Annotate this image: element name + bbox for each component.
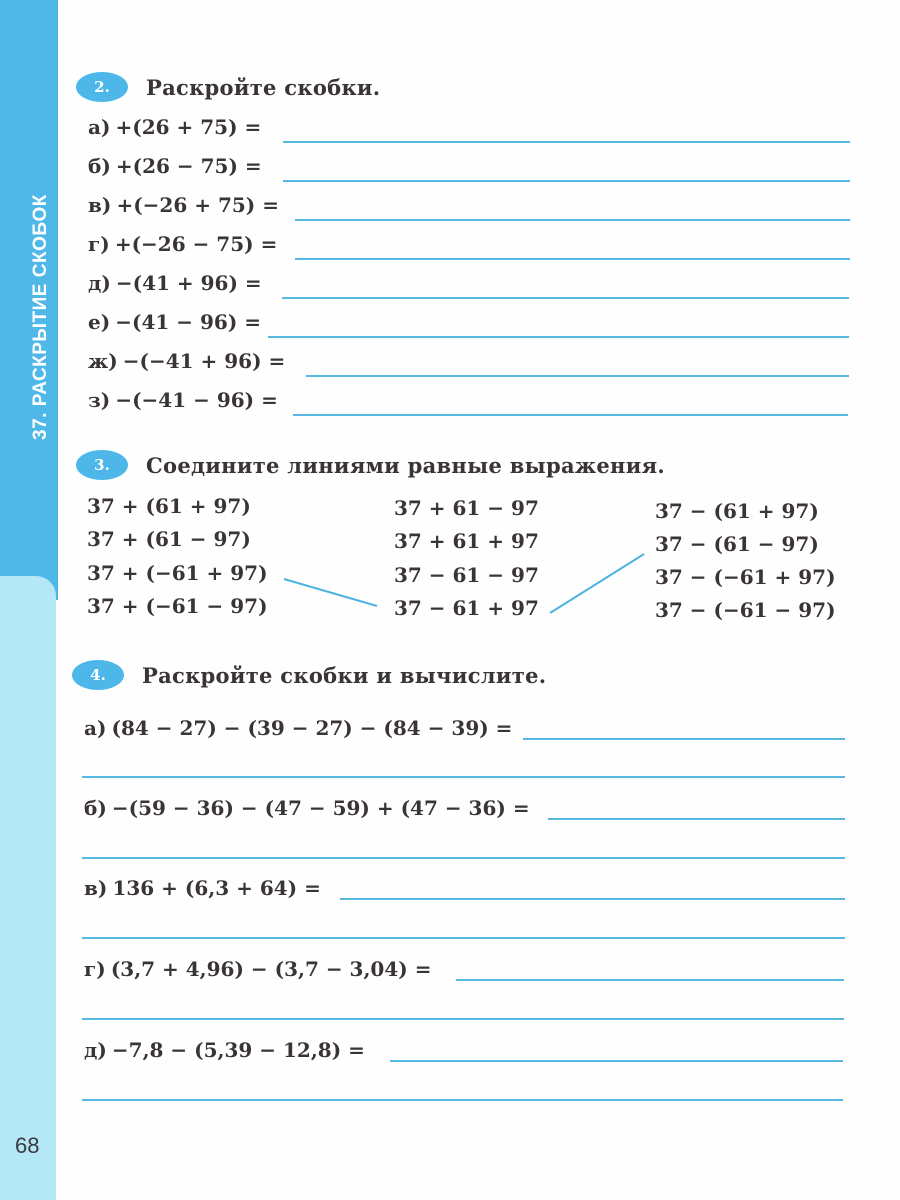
item-label: д) <box>84 1038 107 1062</box>
task-4-item-v <box>84 876 321 900</box>
task-4-item-d <box>84 1038 365 1062</box>
page-number: 68 <box>15 1133 40 1158</box>
task-number-badge: 4. <box>72 660 124 690</box>
item-label: ж) <box>88 349 118 373</box>
task-title: Раскройте скобки и вычислите. <box>142 662 547 688</box>
left-expression[interactable]: 37 + (61 + 97) <box>87 494 251 518</box>
answer-line[interactable] <box>390 1060 843 1062</box>
left-expression[interactable]: 37 + (−61 + 97) <box>87 561 268 585</box>
item-label: б) <box>84 796 107 820</box>
item-expression: −(59 − 36) − (47 − 59) + (47 − 36) = <box>111 796 530 820</box>
task-4-item-g <box>84 957 431 981</box>
item-expression: 136 + (6,3 + 64) = <box>112 876 321 900</box>
item-label: б) <box>88 154 111 178</box>
item-label: з) <box>88 388 111 412</box>
item-expression: +(−26 + 75) = <box>116 193 279 217</box>
item-label: а) <box>88 115 111 139</box>
item-expression: −(−41 − 96) = <box>115 388 278 412</box>
answer-line[interactable] <box>523 738 845 740</box>
item-expression: −(41 + 96) = <box>115 271 262 295</box>
right-expression[interactable]: 37 − (−61 − 97) <box>655 598 836 622</box>
item-expression: +(26 + 75) = <box>115 115 262 139</box>
item-expression: −7,8 − (5,39 − 12,8) = <box>111 1038 365 1062</box>
task-number-badge: 2. <box>76 72 128 102</box>
task-4-item-a <box>84 716 512 740</box>
answer-line[interactable] <box>82 1018 844 1020</box>
item-label: г) <box>84 957 106 981</box>
answer-line[interactable] <box>340 898 845 900</box>
item-label: е) <box>88 310 111 334</box>
chapter-title: 37. РАСКРЫТИЕ СКОБОК <box>30 194 51 440</box>
answer-line[interactable] <box>456 979 844 981</box>
task-title: Раскройте скобки. <box>146 74 381 100</box>
item-expression: (3,7 + 4,96) − (3,7 − 3,04) = <box>110 957 432 981</box>
item-label: д) <box>88 271 111 295</box>
middle-expression[interactable]: 37 − 61 + 97 <box>394 596 539 620</box>
answer-line[interactable] <box>82 937 845 939</box>
item-label: г) <box>88 232 110 256</box>
right-expression[interactable]: 37 − (61 + 97) <box>655 499 819 523</box>
task-number-badge: 3. <box>76 450 128 480</box>
answer-line[interactable] <box>548 818 845 820</box>
connection-line <box>550 554 644 613</box>
left-expression[interactable]: 37 + (61 − 97) <box>87 527 251 551</box>
answer-line[interactable] <box>82 857 845 859</box>
item-label: в) <box>88 193 112 217</box>
task-4-header <box>72 660 546 690</box>
middle-expression[interactable]: 37 + 61 + 97 <box>394 529 539 553</box>
middle-expression[interactable]: 37 − 61 − 97 <box>394 563 539 587</box>
task-4-item-b <box>84 796 530 820</box>
item-expression: (84 − 27) − (39 − 27) − (84 − 39) = <box>111 716 513 740</box>
answer-line[interactable] <box>82 776 845 778</box>
left-expression[interactable]: 37 + (−61 − 97) <box>87 594 268 618</box>
right-expression[interactable]: 37 − (−61 + 97) <box>655 565 836 589</box>
task-title: Соедините линиями равные выражения. <box>146 452 666 478</box>
item-expression: +(26 − 75) = <box>115 154 262 178</box>
item-expression: −(41 − 96) = <box>115 310 262 334</box>
middle-expression[interactable]: 37 + 61 − 97 <box>394 496 539 520</box>
right-expression[interactable]: 37 − (61 − 97) <box>655 532 819 556</box>
item-expression: +(−26 − 75) = <box>114 232 278 256</box>
connection-line <box>284 579 377 606</box>
answer-line[interactable] <box>82 1099 843 1101</box>
item-label: а) <box>84 716 107 740</box>
item-expression: −(−41 + 96) = <box>122 349 286 373</box>
item-label: в) <box>84 876 108 900</box>
